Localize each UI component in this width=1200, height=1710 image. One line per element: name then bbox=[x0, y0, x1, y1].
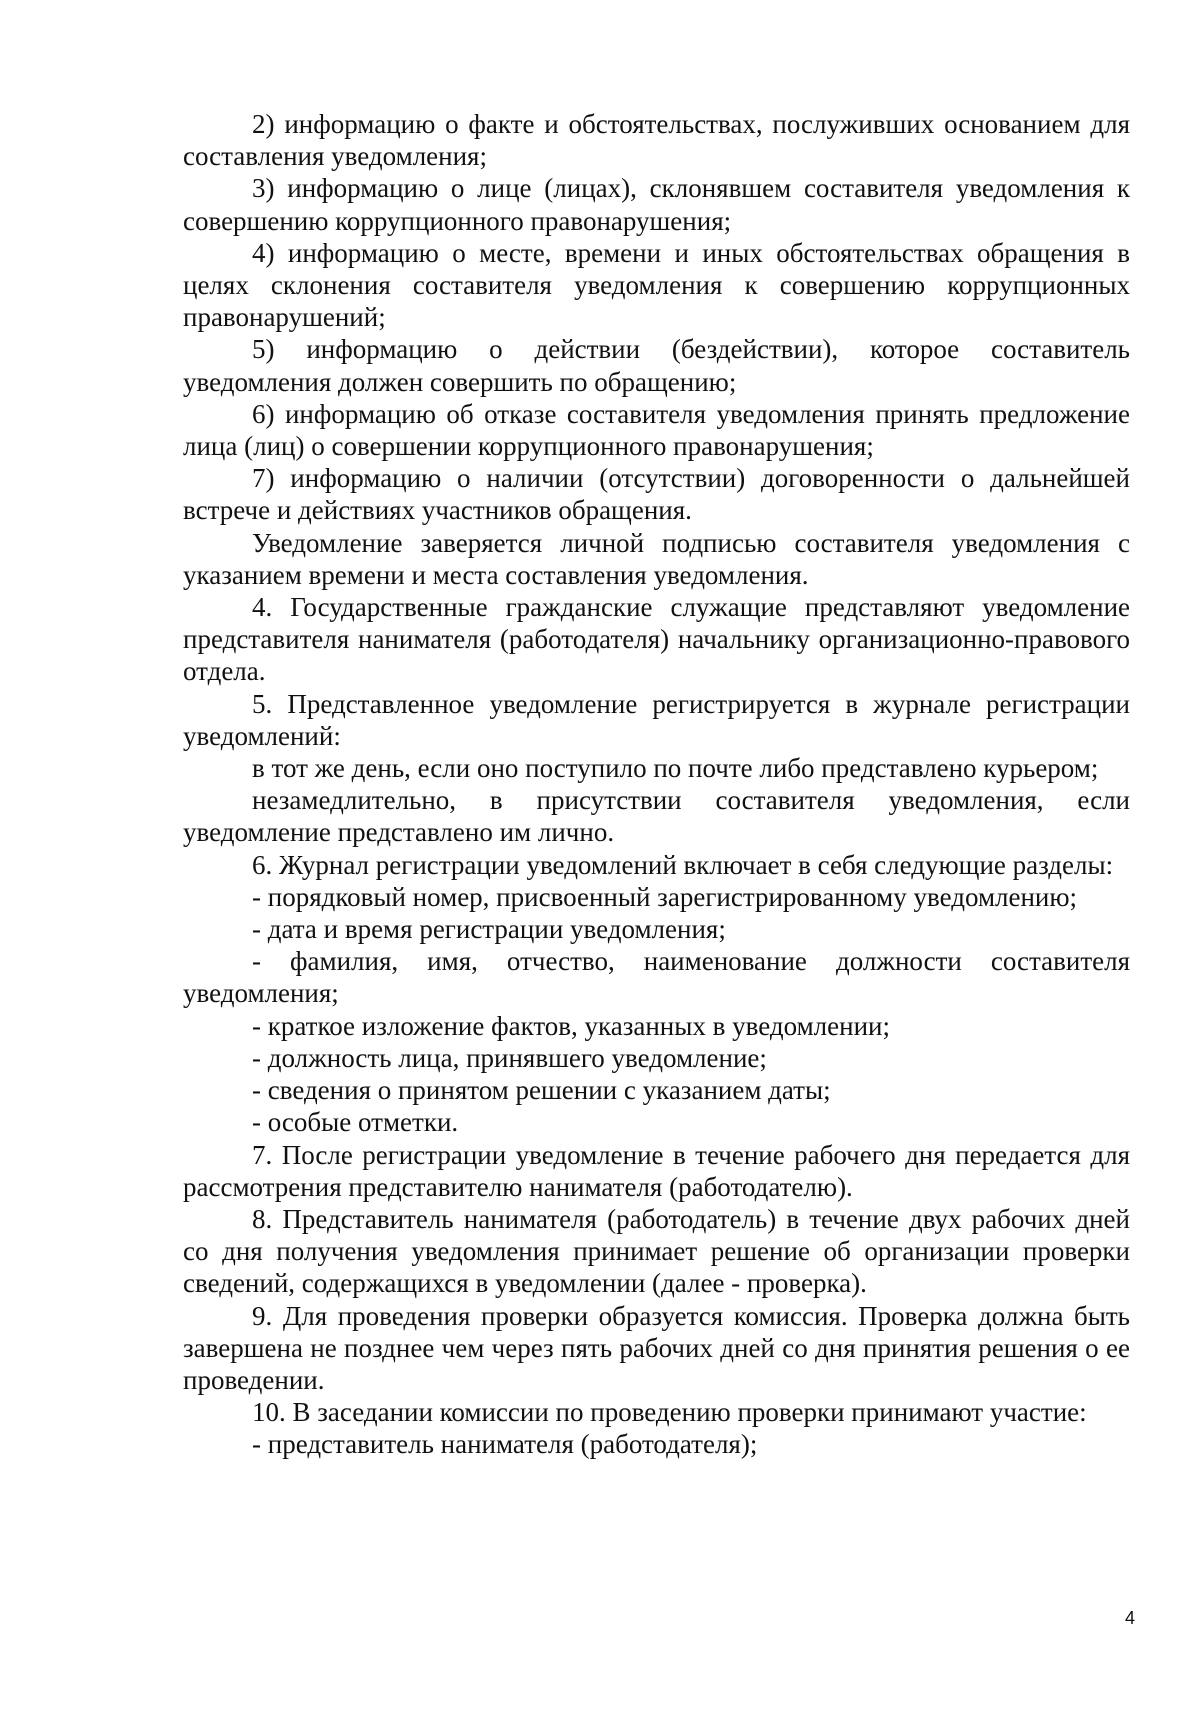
paragraph-clause-9: 9. Для проведения проверки образуется комиссия. Проверка должна быть завершена не позднее чем через пять рабочих дней со дня принятия решения о ее проведении. bbox=[183, 1300, 1130, 1395]
paragraph-item-4: 4) информацию о месте, времени и иных обстоятельствах обращения в целях склонения составителя уведомления к совершению коррупционных правонарушений; bbox=[183, 237, 1130, 333]
paragraph-item-5: 5) информацию о действии (бездействии), которое составитель уведомления должен совершить по обращению; bbox=[183, 334, 1130, 397]
paragraph-clause-5: 5. Представленное уведомление регистрируется в журнале регистрации уведомлений: bbox=[183, 688, 1130, 751]
document-body bbox=[183, 108, 1130, 1461]
paragraph-clause-6: 6. Журнал регистрации уведомлений включает в себя следующие разделы: bbox=[252, 849, 1114, 880]
paragraph-clause-8: 8. Представитель нанимателя (работодатель) в течение двух рабочих дней со дня получения уведомления принимает решение об организации проверки сведений, содержащихся в уведомлении (далее - проверка). bbox=[183, 1203, 1130, 1299]
list-item-date-time: - дата и время регистрации уведомления; bbox=[252, 914, 726, 945]
list-item-special-notes: - особые отметки. bbox=[252, 1107, 459, 1138]
paragraph-immediately: незамедлительно, в присутствии составителя уведомления, если уведомление представлено им лично. bbox=[183, 785, 1130, 848]
paragraph-signature: Уведомление заверяется личной подписью составителя уведомления с указанием времени и места составления уведомления. bbox=[183, 527, 1130, 590]
list-item-receiver-position: - должность лица, принявшего уведомление; bbox=[252, 1042, 767, 1073]
paragraph-clause-4: 4. Государственные гражданские служащие представляют уведомление представителя нанимателя (работодателя) начальнику организационно-правового отдела. bbox=[183, 592, 1130, 687]
paragraph-clause-10: 10. В заседании комиссии по проведению проверки принимают участие: bbox=[252, 1397, 1087, 1428]
paragraph-item-3: 3) информацию о лице (лицах), склонявшем составителя уведомления к совершению коррупционного правонарушения; bbox=[183, 173, 1130, 236]
paragraph-same-day: в тот же день, если оно поступило по почте либо представлено курьером; bbox=[252, 753, 1099, 784]
list-item-full-name: - фамилия, имя, отчество, наименование должности составителя уведомления; bbox=[183, 946, 1130, 1009]
list-item-serial-number: - порядковый номер, присвоенный зарегистрированному уведомлению; bbox=[252, 881, 1078, 912]
page-number: 4 bbox=[1124, 1608, 1135, 1628]
paragraph-item-6: 6) информацию об отказе составителя уведомления принять предложение лица (лиц) о совершении коррупционного правонарушения; bbox=[183, 398, 1130, 462]
list-item-decision: - сведения о принятом решении с указанием даты; bbox=[252, 1075, 831, 1106]
paragraph-item-2: 2) информацию о факте и обстоятельствах, послуживших основанием для составления уведомления; bbox=[183, 109, 1130, 172]
paragraph-item-7: 7) информацию о наличии (отсутствии) договоренности о дальнейшей встрече и действиях участников обращения. bbox=[183, 463, 1130, 526]
paragraph-clause-7: 7. После регистрации уведомление в течение рабочего дня передается для рассмотрения представителю нанимателя (работодателю). bbox=[183, 1139, 1130, 1202]
list-item-employer-representative: - представитель нанимателя (работодателя); bbox=[252, 1429, 758, 1460]
list-item-facts-summary: - краткое изложение фактов, указанных в уведомлении; bbox=[252, 1010, 890, 1041]
